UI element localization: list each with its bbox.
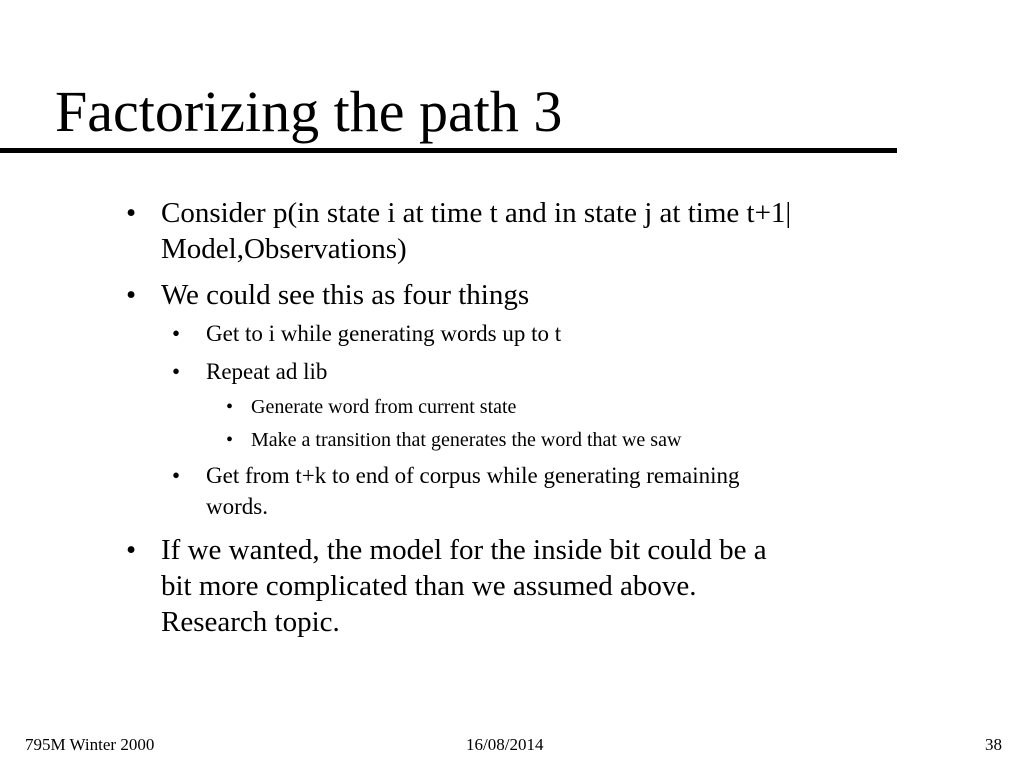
footer-date: 16/08/2014 [466, 735, 544, 754]
bullet-line: Make a transition that generates the word that we saw [251, 429, 682, 451]
footer-course: 795M Winter 2000 [25, 735, 155, 754]
bullet-dot-icon: • [126, 197, 137, 229]
bullet-line: Generate word from current state [251, 396, 517, 418]
bullet-line: bit more complicated than we assumed above. [161, 570, 697, 602]
bullet-dot-icon: • [226, 429, 234, 451]
bullet-dot-icon: • [226, 396, 234, 418]
bullet-line: Repeat ad lib [206, 359, 328, 384]
bullet-dot-icon: • [172, 321, 181, 346]
bullet-line: Consider p(in state i at time t and in state j at time t+1| [161, 197, 792, 229]
bullet-dot-icon: • [126, 534, 137, 566]
bullet-line: Research topic. [161, 606, 340, 638]
bullet-line: Model,Observations) [161, 233, 407, 265]
bullet-dot-icon: • [172, 359, 181, 384]
footer-page-number: 38 [985, 735, 1002, 754]
bullet-dot-icon: • [126, 279, 137, 311]
slide-title: Factorizing the path 3 [55, 79, 563, 144]
bullet-line: Get to i while generating words up to t [206, 321, 562, 346]
bullet-line: words. [206, 494, 268, 519]
bullet-line: We could see this as four things [161, 279, 530, 311]
bullet-line: Get from t+k to end of corpus while generating remaining [206, 463, 740, 488]
bullet-dot-icon: • [172, 463, 181, 488]
bullet-line: If we wanted, the model for the inside bit could be a [161, 534, 767, 566]
